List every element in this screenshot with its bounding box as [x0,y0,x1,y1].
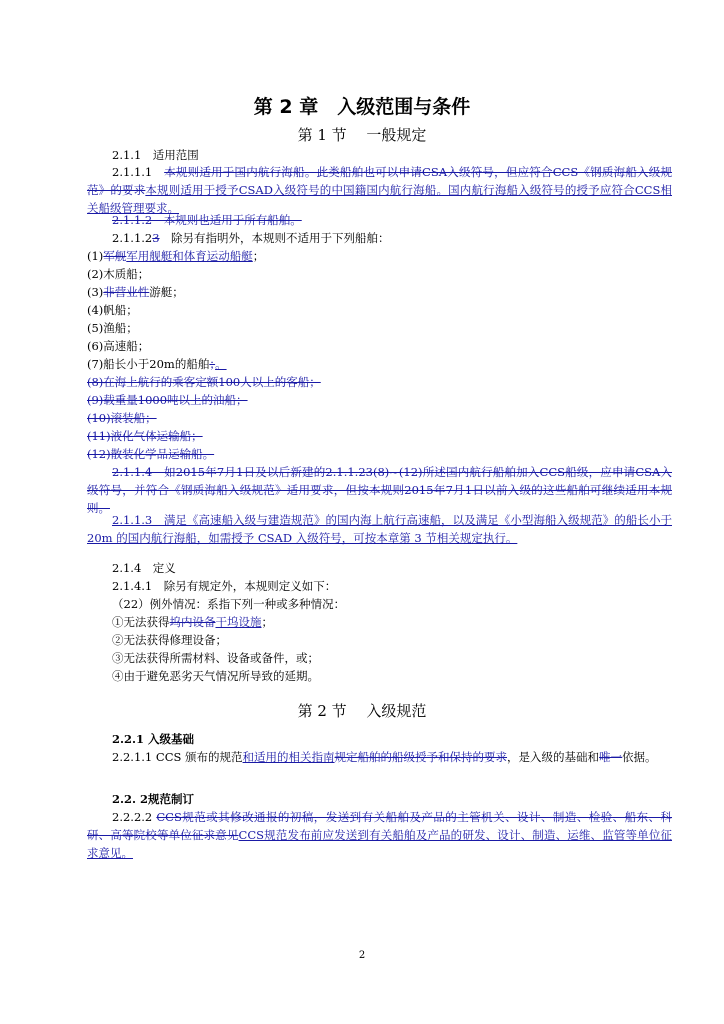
list-item: (1)军舰军用舰艇和体育运动船艇； [87,249,265,263]
list-item: (5)渔船； [87,321,138,335]
definition-22: （22）例外情况：系指下列一种或多种情况： [112,597,346,611]
case-item: ④由于避免恶劣天气情况所导致的延期。 [112,669,319,683]
para-2-1-1-1 [87,163,672,217]
heading-2-1-4: 2.1.4 定义 [112,561,176,575]
page-number: 2 [358,950,366,961]
section-1-title: 第 1 节 一般规定 [297,126,427,144]
para-2-2-2-2: 2.2.2.2 CCS规范或其修改通报的初稿，发送到有关船舶及产品的主管机关、设计、制造、检验、船东、科研、高等院校等单位征求意见CCS规范发布前应发送到有关船舶及产品的研发、设计、制造、运维、监管等单位征求意见。 [87,810,673,860]
para-2-2-1-1: 2.2.1.1 CCS 颁布的规范和适用的相关指南规定船舶的船级授予和保持的要求，是入级的基础和唯一依据。 [112,750,657,764]
para-number: 2.1.1.1 [112,165,165,179]
para-2-1-1-2-deleted: 2.1.1.2 本规则也适用于所有船舶。 [112,213,302,227]
heading-2-1-1: 2.1.1 适用范围 [112,148,199,162]
list-item: (7)船长小于20m的船舶；。 [87,357,227,371]
list-item: (6)高速船； [87,339,150,353]
deleted-text: 本规则适用于国内航行海船。此类船舶也可以申请CSA入级符号，但应符合CCS《钢质海船入级规范》的要求 [87,165,672,197]
list-item-deleted: (8)在海上航行的乘客定额100人以上的客船； [87,375,321,389]
para-2-1-4-1: 2.1.4.1 除另有规定外，本规则定义如下： [112,579,337,593]
para-2-1-1-3: 2.1.1.23 除另有指明外，本规则不适用于下列船舶： [112,231,390,245]
case-item: ②无法获得修理设备； [112,633,227,647]
case-item: ①无法获得坞内设备干坞设施； [112,615,273,629]
inserted-text: 本规则适用于授予CSAD入级符号的中国籍国内航行海船。国内航行海船入级符号的授予应符合CCS相关船级管理要求。 [87,183,672,215]
section-2-title: 第 2 节 入级规范 [297,702,427,720]
para-2-1-1-4-deleted: 2.1.1.4 如2015年7月1日及以后新建的2.1.1.23(8)~(12)所述国内航行船舶加入CCS船级，应申请CSA入级符号，并符合《钢质海船入级规范》适用要求，但按本规则2015年7月1日以前入级的这些船舶可继续适用本规则。 [87,465,672,515]
list-item: (2)木质船； [87,267,150,281]
list-item: (4)帆船； [87,303,138,317]
list-item-deleted: (11)液化气体运输船； [87,429,203,443]
list-item: (3)非营业性游艇； [87,285,184,299]
list-item-deleted: (9)载重量1000吨以上的油船； [87,393,248,407]
para-2-1-1-3-inserted: 2.1.1.3 满足《高速船入级与建造规范》的国内海上航行高速船，以及满足《小型海船入级规范》的船长小于 20m 的国内航行海船，如需授予 CSAD 入级符号，可按本章第 3 节相关规定执行。 [87,513,672,545]
heading-2-2-1: 2.2.1 入级基础 [112,732,195,746]
list-item-deleted: (10)滚装船； [87,411,157,425]
list-item-deleted: (12)散装化学品运输船。 [87,447,215,461]
case-item: ③无法获得所需材料、设备或备件，或； [112,651,319,665]
chapter-title: 第 2 章 入级范围与条件 [253,96,471,118]
heading-2-2-2: 2.2. 2规范制订 [112,792,195,806]
